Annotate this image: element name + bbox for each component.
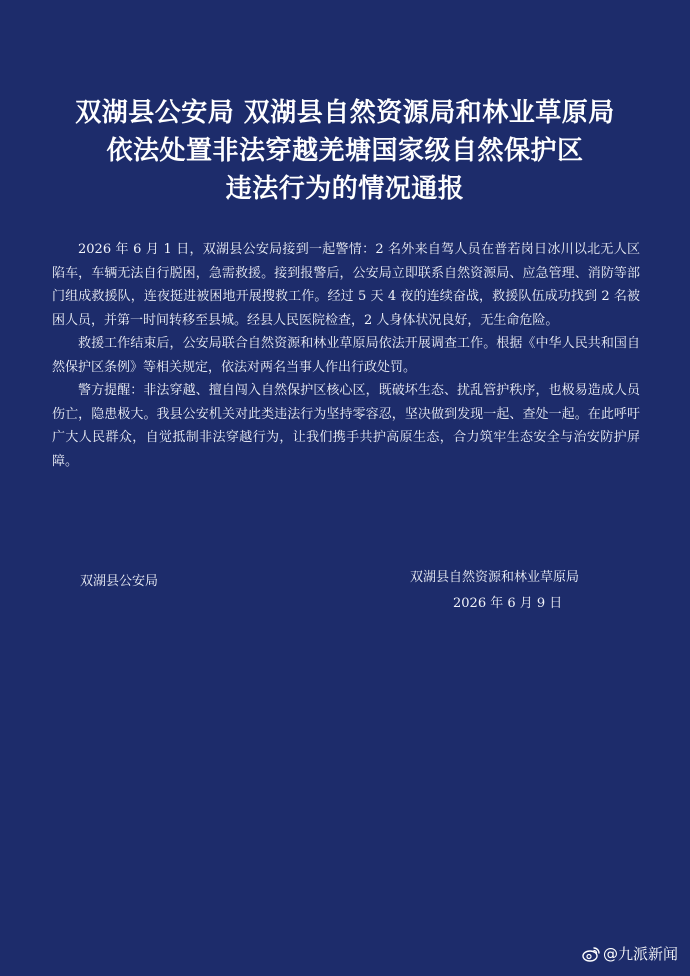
title-line-2: 依法处置非法穿越羌塘国家级自然保护区 [106, 136, 584, 166]
document-body [52, 238, 640, 473]
source-watermark [582, 943, 678, 964]
weibo-icon [582, 946, 600, 962]
paragraph-warning: 警方提醒：非法穿越、擅自闯入自然保护区核心区，既破坏生态、扰乱管护秩序，也极易造成人员伤亡，隐患极大。我县公安机关对此类违法行为坚持零容忍，坚决做到发现一起、查处一起。在此呼吁广大人民群众，自觉抵制非法穿越行为，让我们携手共护高原生态，合力筑牢生态安全与治安防护屏障。 [52, 383, 640, 469]
paragraph-investigation: 救援工作结束后，公安局联合自然资源和林业草原局依法开展调查工作。根据《中华人民共和国自然保护区条例》等相关规定，依法对两名当事人作出行政处罚。 [52, 336, 640, 375]
document-title [40, 94, 650, 208]
signature-resources-bureau: 双湖县自然资源和林业草原局 [410, 570, 580, 585]
signature-police-bureau: 双湖县公安局 [80, 574, 159, 589]
watermark-text: @九派新闻 [602, 945, 678, 963]
title-line-3: 违法行为的情况通报 [225, 174, 465, 204]
paragraph-incident: 2026 年 6 月 1 日，双湖县公安局接到一起警情：2 名外来自驾人员在普若岗日冰川以北无人区陷车，车辆无法自行脱困，急需救援。接到报警后，公安局立即联系自然资源局、应急管理、消防等部门组成救援队，连夜挺进被困地开展搜救工作。经过 5 天 4 夜的连续奋战，救援队伍成功找到 2 名被困人员，并第一时间转移至县城。经县人民医院检查，2 人身体状况良好，无生命危险。 [52, 242, 640, 328]
signature-date: 2026 年 6 月 9 日 [453, 596, 563, 611]
signature-block-right [410, 570, 620, 617]
title-line-1: 双湖县公安局 双湖县自然资源局和林业草原局 [75, 98, 615, 128]
